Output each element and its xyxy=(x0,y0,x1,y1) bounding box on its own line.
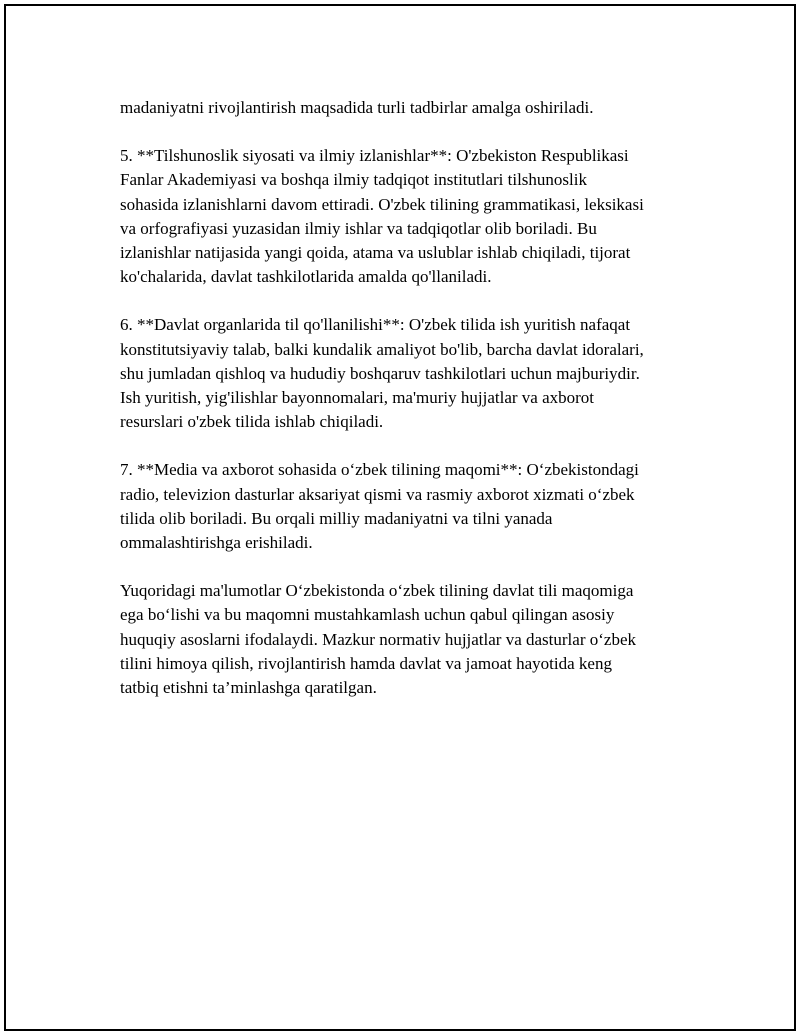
paragraph-summary: Yuqoridagi ma'lumotlar O‘zbekistonda o‘zbek tilining davlat tili maqomiga ega bo‘lishi va bu maqomni mustahkamlash uchun qabul qilingan asosiy huquqiy asoslarni ifodalaydi. Mazkur normativ hujjatlar va dasturlar o‘zbek tilini himoya qilish, rivojlantirish hamda davlat va jamoat hayotida keng tatbiq etishni ta’minlashga qaratilgan. xyxy=(120,581,636,698)
paragraph-item-5: 5. **Tilshunoslik siyosati va ilmiy izlanishlar**: O'zbekiston Respublikasi Fanlar Akademiyasi va boshqa ilmiy tadqiqot institutlari tilshunoslik sohasida izlanishlarni davom ettiradi. O'zbek tilining grammatikasi, leksikasi va orfografiyasi yuzasidan ilmiy ishlar va tadqiqotlar olib boriladi. Bu izlanishlar natijasida yangi qoida, atama va uslublar ishlab chiqiladi, tijorat ko'chalarida, davlat tashkilotlarida amalda qo'llaniladi. xyxy=(120,146,644,287)
document-page xyxy=(4,4,796,1031)
paragraph-item-6: 6. **Davlat organlarida til qo'llanilishi**: O'zbek tilida ish yuritish nafaqat konstitutsiyaviy talab, balki kundalik amaliyot bo'lib, barcha davlat idoralari, shu jumladan qishloq va hududiy boshqaruv tashkilotlari uchun majburiydir. Ish yuritish, yig'ilishlar bayonnomalari, ma'muriy hujjatlar va axborot resurslari o'zbek tilida ishlab chiqiladi. xyxy=(120,315,644,432)
paragraph-item-7: 7. **Media va axborot sohasida o‘zbek tilining maqomi**: O‘zbekistondagi radio, televizion dasturlar aksariyat qismi va rasmiy axborot xizmati o‘zbek tilida olib boriladi. Bu orqali milliy madaniyatni va tilni yanada ommalashtirishga erishiladi. xyxy=(120,460,639,553)
paragraph-intro-continuation: madaniyatni rivojlantirish maqsadida turli tadbirlar amalga oshiriladi. xyxy=(120,98,594,117)
document-body xyxy=(120,96,720,724)
